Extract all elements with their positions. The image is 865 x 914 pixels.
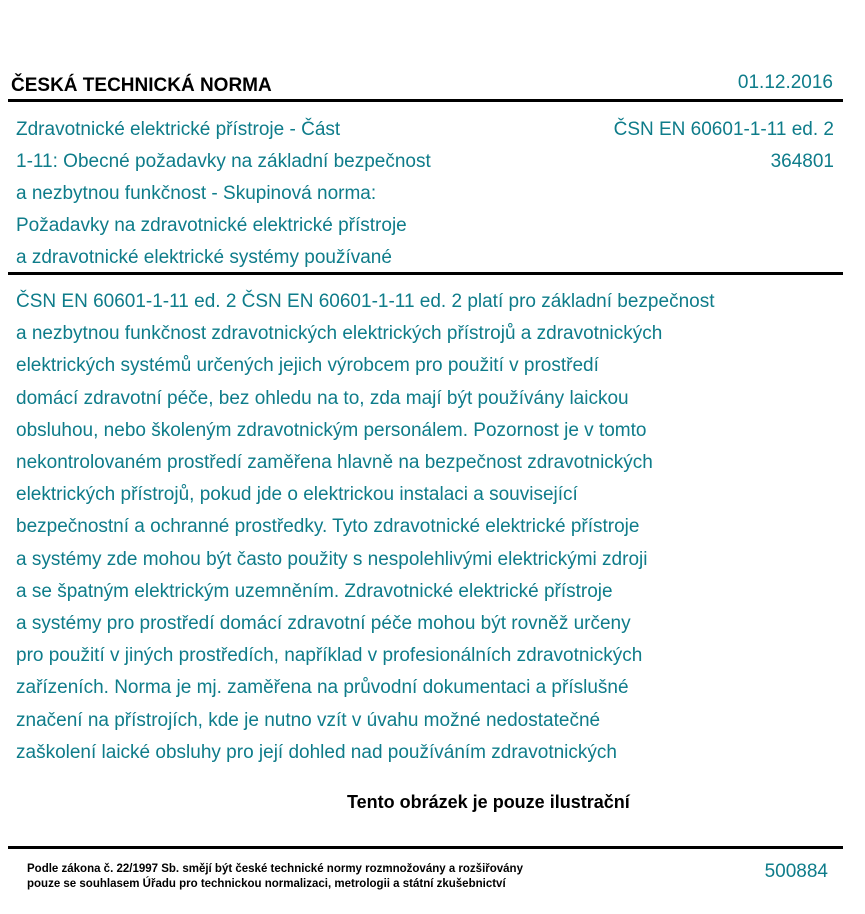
- abstract-line: a systémy pro prostředí domácí zdravotní péče mohou být rovněž určeny: [16, 613, 631, 635]
- abstract-line: ČSN EN 60601-1-11 ed. 2 ČSN EN 60601-1-11 ed. 2 platí pro základní bezpečnost: [16, 291, 715, 312]
- abstract-line: zařízeních. Norma je mj. zaměřena na průvodní dokumentaci a příslušné: [16, 677, 629, 699]
- header-divider: [8, 99, 843, 102]
- abstract-line: zaškolení laické obsluhy pro její dohled nad používáním zdravotnických: [16, 741, 617, 763]
- document-type-title: ČESKÁ TECHNICKÁ NORMA: [11, 75, 272, 96]
- title-line: Požadavky na zdravotnické elektrické přístroje: [16, 215, 407, 236]
- illustration-note: Tento obrázek je pouze ilustrační: [347, 792, 630, 812]
- abstract-line: obsluhou, nebo školeným zdravotnickým personálem. Pozornost je v tomto: [16, 419, 647, 441]
- abstract-text: [16, 286, 836, 769]
- abstract-line: nekontrolovaném prostředí zaměřena hlavně na bezpečnost zdravotnických: [16, 452, 653, 474]
- title-line: a zdravotnické elektrické systémy používané: [16, 247, 392, 268]
- classification-number: 364801: [770, 151, 834, 172]
- title-divider: [8, 272, 843, 275]
- copyright-line: Podle zákona č. 22/1997 Sb. smějí být české technické normy rozmnožovány a rozšiřovány: [27, 863, 523, 875]
- abstract-line: a nezbytnou funkčnost zdravotnických elektrických přístrojů a zdravotnických: [16, 323, 663, 345]
- abstract-line: a systémy zde mohou být často použity s nespolehlivými elektrickými zdroji: [16, 548, 648, 570]
- standard-title: [16, 114, 576, 274]
- standard-identifier: [614, 114, 834, 178]
- title-line: a nezbytnou funkčnost - Skupinová norma:: [16, 183, 377, 204]
- footer-divider: [8, 846, 843, 849]
- issue-date: 01.12.2016: [737, 72, 833, 93]
- abstract-line: domácí zdravotní péče, bez ohledu na to, zda mají být používány laickou: [16, 387, 629, 409]
- abstract-line: pro použití v jiných prostředích, například v profesionálních zdravotnických: [16, 645, 643, 667]
- copyright-notice: [27, 862, 523, 892]
- title-line: 1-11: Obecné požadavky na základní bezpečnost: [16, 151, 431, 172]
- title-line: Zdravotnické elektrické přístroje - Část: [16, 119, 341, 140]
- document-number: 500884: [764, 861, 828, 882]
- abstract-line: bezpečnostní a ochranné prostředky. Tyto zdravotnické elektrické přístroje: [16, 516, 640, 538]
- abstract-line: značení na přístrojích, kde je nutno vzít v úvahu možné nedostatečné: [16, 709, 601, 731]
- abstract-line: a se špatným elektrickým uzemněním. Zdravotnické elektrické přístroje: [16, 580, 613, 602]
- abstract-line: elektrických systémů určených jejich výrobcem pro použití v prostředí: [16, 355, 599, 377]
- copyright-line: pouze se souhlasem Úřadu pro technickou normalizaci, metrologii a státní zkušebnictví: [27, 878, 506, 890]
- abstract-line: elektrických přístrojů, pokud jde o elektrickou instalaci a související: [16, 484, 578, 506]
- standard-code: ČSN EN 60601-1-11 ed. 2: [613, 119, 834, 140]
